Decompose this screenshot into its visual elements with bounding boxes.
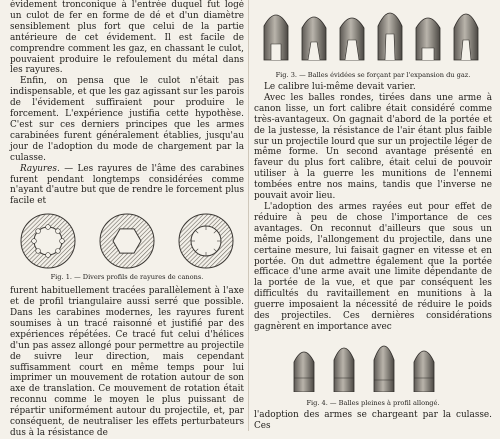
figure-3-drawing [254,0,492,64]
right-para-2: Avec les balles rondes, tirées dans une arme à canon lisse, un fort calibre était considéré comme très-avantageux. On gagnait d'abord de la portée et de la justesse, la résistance de l'air étant plus faible sur un projectile lourd que sur un projectile léger de même forme. Un second avantage présenté en faveur du plus fort calibre, était celui de pouvoir utiliser à la guerre les munitions de l'ennemi tombées entre nos mains, tandis que l'inverse ne pouvait avoir lieu. [254,92,492,202]
left-para-1: évidement tronconique à l'entrée duquel fut logé un culot de fer en forme de dé et d'un diamètre sensiblement plus fort que celui de la partie antérieure de cet évidement. Il est facile de comprendre comment les gaz, en chassant le culot, pouvaient produire le refoulement du métal dans les rayures. [10,0,244,76]
fig3-bullet-2 [302,17,326,60]
left-column [10,0,244,439]
fig3-bullet-1 [264,15,288,60]
figure-3-caption: Fig. 3. — Balles évidées se forçant par l'expansion du gaz. [275,71,471,79]
right-para-1: Le calibre lui-même devait varier. [264,82,416,92]
column-divider [248,0,249,431]
fig4-bullet-4 [414,351,434,392]
left-para-3-text: — Les rayures de l'âme des carabines furent pendant longtemps considérées comme n'ayant d'autre but que de rendre le forcement plus facile et [10,163,244,207]
left-para-2: Enfin, on pensa que le culot n'était pas indispensable, et que les gaz agissant sur les parois de l'évidement suffiraient pour produire le forcement. L'expérience justifia cette hypothèse. C'est sur ces derniers principes que les armes carabinées furent généralement établies, jusqu'au jour de l'adoption du mode de chargement par la culasse. [10,76,244,163]
rayures-heading: Rayures. [20,163,60,174]
fig3-bullet-5 [416,18,440,60]
profile-2 [100,214,154,268]
profile-1 [21,214,75,268]
fig4-bullet-3 [374,346,394,392]
figure-4-drawing [254,336,492,392]
fig3-bullet-4 [378,13,402,60]
fig4-bullet-1 [294,352,314,392]
fig4-bullet-2 [334,348,354,392]
right-para-3: L'adoption des armes rayées eut pour effet de réduire à peu de chose l'importance de ces avantages. On reconnut d'ailleurs que sous un même poids, l'allongement du projectile, dans une certaine mesure, lui faisait gagner en vitesse et en portée. On dut admettre également que la portée efficace d'une arme avait une limite dépendante de la portée de la vue, et que par conséquent les difficultés du ravitaillement en munitions à la guerre imposaient la nécessité de réduire le poids des projectiles. Ces dernières considérations gagnèrent en importance avec [254,201,492,332]
figure-1-drawing [10,212,244,270]
figure-1-caption: Fig. 1. — Divers profils de rayures de canons. [50,273,204,282]
fig3-bullet-6 [454,14,478,60]
figure-1 [10,212,244,270]
left-para-3 [10,164,244,208]
left-para-4: furent habituellement tracées parallèlement à l'axe et de profil triangulaire aussi serré que possible. Dans les carabines modernes, les rayures furent soumises à un tracé raisonné et justifié par des expériences répétées. Ce tracé fut celui d'hélices d'un pas assez allongé pour permettre au projectile de suivre leur direction, mais cependant suffisamment court en même temps pour lui imprimer un mouvement de rotation autour de son axe de translation. Ce mouvement de rotation était reconnu comme le moyen le plus puissant de répartir uniformément autour du projectile, et, par conséquent, de neutraliser les effets perturbateurs dus à la résistance de [10,286,244,438]
profile-3 [179,214,233,268]
figure-4-caption: Fig. 4. — Balles pleines à profil allongé. [306,398,440,407]
right-column [254,0,492,432]
right-para-4: l'adoption des armes se chargeant par la culasse. Ces [254,409,492,431]
fig3-bullet-3 [340,18,364,60]
